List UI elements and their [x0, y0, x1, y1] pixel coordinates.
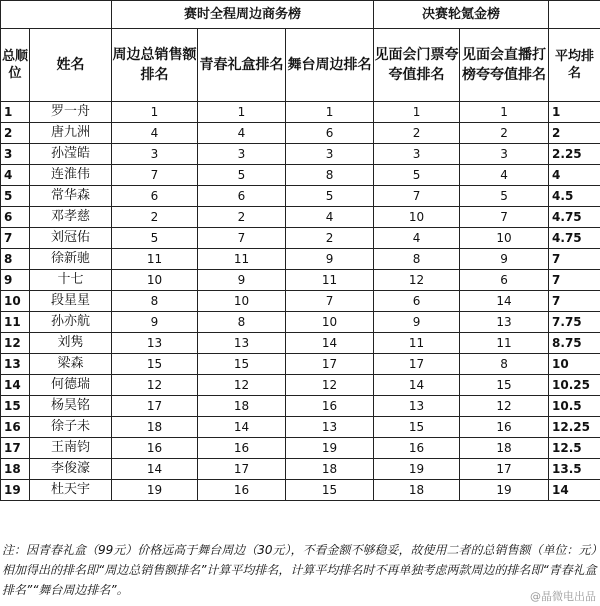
row-overall-rank: 16: [1, 417, 30, 438]
row-stage-merch-rank: 3: [286, 144, 374, 165]
row-merch-sales-rank: 17: [112, 396, 198, 417]
row-youth-box-rank: 6: [198, 186, 286, 207]
row-merch-sales-rank: 1: [112, 102, 198, 123]
row-name: 常华森: [30, 186, 112, 207]
row-youth-box-rank: 7: [198, 228, 286, 249]
row-average-rank: 4.5: [549, 186, 600, 207]
row-meet-ticket-rank: 1: [374, 102, 460, 123]
row-name: 十七: [30, 270, 112, 291]
row-overall-rank: 10: [1, 291, 30, 312]
row-meet-live-rank: 19: [460, 480, 549, 501]
table-row: [1, 459, 600, 480]
row-overall-rank: 2: [1, 123, 30, 144]
table-row: [1, 249, 600, 270]
row-youth-box-rank: 16: [198, 480, 286, 501]
row-name: 孙滢皓: [30, 144, 112, 165]
row-meet-ticket-rank: 19: [374, 459, 460, 480]
row-merch-sales-rank: 6: [112, 186, 198, 207]
table-row: [1, 165, 600, 186]
column-name: 姓名: [30, 29, 112, 102]
row-youth-box-rank: 5: [198, 165, 286, 186]
table-row: [1, 186, 600, 207]
row-overall-rank: 11: [1, 312, 30, 333]
row-stage-merch-rank: 17: [286, 354, 374, 375]
row-overall-rank: 7: [1, 228, 30, 249]
row-name: 杨昊铭: [30, 396, 112, 417]
row-merch-sales-rank: 5: [112, 228, 198, 249]
column-meet-ticket-rank: 见面会门票夸夸值排名: [374, 29, 460, 102]
row-name: 徐新驰: [30, 249, 112, 270]
row-stage-merch-rank: 9: [286, 249, 374, 270]
row-average-rank: 7: [549, 291, 600, 312]
row-average-rank: 12.25: [549, 417, 600, 438]
row-meet-ticket-rank: 18: [374, 480, 460, 501]
row-name: 梁森: [30, 354, 112, 375]
table-row: [1, 291, 600, 312]
row-stage-merch-rank: 5: [286, 186, 374, 207]
row-meet-live-rank: 12: [460, 396, 549, 417]
row-stage-merch-rank: 8: [286, 165, 374, 186]
row-youth-box-rank: 18: [198, 396, 286, 417]
row-average-rank: 1: [549, 102, 600, 123]
row-merch-sales-rank: 4: [112, 123, 198, 144]
row-overall-rank: 14: [1, 375, 30, 396]
row-stage-merch-rank: 11: [286, 270, 374, 291]
row-average-rank: 4.75: [549, 228, 600, 249]
row-name: 刘隽: [30, 333, 112, 354]
row-name: 段星星: [30, 291, 112, 312]
row-merch-sales-rank: 16: [112, 438, 198, 459]
header-group-final: 决赛轮氪金榜: [374, 1, 549, 29]
table-header: [1, 1, 600, 102]
row-meet-ticket-rank: 17: [374, 354, 460, 375]
row-merch-sales-rank: 15: [112, 354, 198, 375]
row-meet-live-rank: 14: [460, 291, 549, 312]
row-average-rank: 2: [549, 123, 600, 144]
row-youth-box-rank: 4: [198, 123, 286, 144]
row-youth-box-rank: 13: [198, 333, 286, 354]
row-stage-merch-rank: 18: [286, 459, 374, 480]
row-youth-box-rank: 10: [198, 291, 286, 312]
row-name: 何德瑞: [30, 375, 112, 396]
row-merch-sales-rank: 7: [112, 165, 198, 186]
row-name: 杜天宇: [30, 480, 112, 501]
row-meet-ticket-rank: 8: [374, 249, 460, 270]
table-row: [1, 207, 600, 228]
row-youth-box-rank: 3: [198, 144, 286, 165]
row-merch-sales-rank: 8: [112, 291, 198, 312]
row-meet-ticket-rank: 13: [374, 396, 460, 417]
row-merch-sales-rank: 3: [112, 144, 198, 165]
row-meet-ticket-rank: 14: [374, 375, 460, 396]
column-stage-merch-rank: 舞台周边排名: [286, 29, 374, 102]
row-average-rank: 4.75: [549, 207, 600, 228]
row-youth-box-rank: 1: [198, 102, 286, 123]
row-meet-ticket-rank: 6: [374, 291, 460, 312]
table-row: [1, 438, 600, 459]
row-average-rank: 7: [549, 270, 600, 291]
row-stage-merch-rank: 19: [286, 438, 374, 459]
row-meet-ticket-rank: 12: [374, 270, 460, 291]
column-meet-live-rank: 见面会直播打榜夸夸值排名: [460, 29, 549, 102]
row-stage-merch-rank: 2: [286, 228, 374, 249]
row-merch-sales-rank: 13: [112, 333, 198, 354]
table-row: [1, 123, 600, 144]
table-row: [1, 354, 600, 375]
row-meet-live-rank: 4: [460, 165, 549, 186]
row-overall-rank: 1: [1, 102, 30, 123]
table-row: [1, 333, 600, 354]
row-overall-rank: 19: [1, 480, 30, 501]
row-meet-ticket-rank: 4: [374, 228, 460, 249]
row-meet-ticket-rank: 3: [374, 144, 460, 165]
row-stage-merch-rank: 10: [286, 312, 374, 333]
row-name: 刘冠佑: [30, 228, 112, 249]
row-merch-sales-rank: 11: [112, 249, 198, 270]
row-average-rank: 7: [549, 249, 600, 270]
table-row: [1, 144, 600, 165]
row-meet-ticket-rank: 11: [374, 333, 460, 354]
row-meet-live-rank: 13: [460, 312, 549, 333]
row-stage-merch-rank: 7: [286, 291, 374, 312]
row-average-rank: 7.75: [549, 312, 600, 333]
row-merch-sales-rank: 10: [112, 270, 198, 291]
row-overall-rank: 8: [1, 249, 30, 270]
row-stage-merch-rank: 15: [286, 480, 374, 501]
row-meet-ticket-rank: 16: [374, 438, 460, 459]
row-overall-rank: 13: [1, 354, 30, 375]
watermark: @晶微电出品: [530, 590, 596, 603]
table-row: [1, 312, 600, 333]
row-youth-box-rank: 2: [198, 207, 286, 228]
row-average-rank: 10.25: [549, 375, 600, 396]
row-meet-live-rank: 16: [460, 417, 549, 438]
table-row: [1, 480, 600, 501]
row-average-rank: 10: [549, 354, 600, 375]
row-name: 徐子未: [30, 417, 112, 438]
row-merch-sales-rank: 19: [112, 480, 198, 501]
row-stage-merch-rank: 13: [286, 417, 374, 438]
row-stage-merch-rank: 12: [286, 375, 374, 396]
row-overall-rank: 3: [1, 144, 30, 165]
header-empty-right: [549, 1, 600, 29]
header-empty-left: [1, 1, 112, 29]
row-name: 唐九洲: [30, 123, 112, 144]
row-youth-box-rank: 17: [198, 459, 286, 480]
row-youth-box-rank: 16: [198, 438, 286, 459]
row-stage-merch-rank: 6: [286, 123, 374, 144]
row-name: 李俊濠: [30, 459, 112, 480]
header-group-season: 赛时全程周边商务榜: [112, 1, 374, 29]
row-average-rank: 2.25: [549, 144, 600, 165]
row-meet-live-rank: 10: [460, 228, 549, 249]
table-row: [1, 417, 600, 438]
row-meet-live-rank: 1: [460, 102, 549, 123]
row-overall-rank: 17: [1, 438, 30, 459]
table-row: [1, 102, 600, 123]
row-stage-merch-rank: 16: [286, 396, 374, 417]
row-average-rank: 4: [549, 165, 600, 186]
row-overall-rank: 9: [1, 270, 30, 291]
row-overall-rank: 15: [1, 396, 30, 417]
row-youth-box-rank: 14: [198, 417, 286, 438]
row-youth-box-rank: 15: [198, 354, 286, 375]
row-average-rank: 10.5: [549, 396, 600, 417]
row-name: 邓孝慈: [30, 207, 112, 228]
row-average-rank: 12.5: [549, 438, 600, 459]
row-average-rank: 13.5: [549, 459, 600, 480]
row-name: 连淮伟: [30, 165, 112, 186]
row-overall-rank: 6: [1, 207, 30, 228]
row-overall-rank: 4: [1, 165, 30, 186]
row-merch-sales-rank: 14: [112, 459, 198, 480]
row-meet-ticket-rank: 7: [374, 186, 460, 207]
column-youth-box-rank: 青春礼盒排名: [198, 29, 286, 102]
column-average-rank: 平均排名: [549, 29, 600, 102]
row-youth-box-rank: 9: [198, 270, 286, 291]
row-youth-box-rank: 11: [198, 249, 286, 270]
row-stage-merch-rank: 14: [286, 333, 374, 354]
column-merch-sales-rank: 周边总销售额排名: [112, 29, 198, 102]
footnote: 注：因青春礼盒（99元）价格远高于舞台周边（30元），不看金额不够稳妥，故使用二者的总销售额（单位：元）相加得出的排名即“周边总销售额排名”计算平均排名，计算平均排名时不再单独考虑两款周边的排名即“青春礼盒排名”“舞台周边排名”。: [2, 543, 597, 597]
row-meet-ticket-rank: 9: [374, 312, 460, 333]
row-meet-live-rank: 11: [460, 333, 549, 354]
row-merch-sales-rank: 2: [112, 207, 198, 228]
table-row: [1, 396, 600, 417]
row-name: 王南钧: [30, 438, 112, 459]
table-row: [1, 228, 600, 249]
table-row: [1, 270, 600, 291]
column-overall-rank: 总顺位: [1, 29, 30, 102]
row-meet-live-rank: 17: [460, 459, 549, 480]
row-overall-rank: 5: [1, 186, 30, 207]
row-meet-live-rank: 7: [460, 207, 549, 228]
row-meet-live-rank: 6: [460, 270, 549, 291]
row-stage-merch-rank: 1: [286, 102, 374, 123]
row-overall-rank: 18: [1, 459, 30, 480]
row-merch-sales-rank: 12: [112, 375, 198, 396]
row-meet-ticket-rank: 15: [374, 417, 460, 438]
row-merch-sales-rank: 9: [112, 312, 198, 333]
row-overall-rank: 12: [1, 333, 30, 354]
table-row: [1, 375, 600, 396]
row-meet-live-rank: 9: [460, 249, 549, 270]
row-meet-live-rank: 18: [460, 438, 549, 459]
row-stage-merch-rank: 4: [286, 207, 374, 228]
row-meet-live-rank: 8: [460, 354, 549, 375]
row-name: 孙亦航: [30, 312, 112, 333]
row-meet-ticket-rank: 10: [374, 207, 460, 228]
row-youth-box-rank: 8: [198, 312, 286, 333]
table-body: [1, 102, 600, 501]
row-meet-live-rank: 15: [460, 375, 549, 396]
row-youth-box-rank: 12: [198, 375, 286, 396]
row-merch-sales-rank: 18: [112, 417, 198, 438]
row-average-rank: 14: [549, 480, 600, 501]
row-meet-live-rank: 5: [460, 186, 549, 207]
row-meet-live-rank: 2: [460, 123, 549, 144]
row-average-rank: 8.75: [549, 333, 600, 354]
row-meet-ticket-rank: 5: [374, 165, 460, 186]
row-meet-ticket-rank: 2: [374, 123, 460, 144]
row-meet-live-rank: 3: [460, 144, 549, 165]
row-name: 罗一舟: [30, 102, 112, 123]
